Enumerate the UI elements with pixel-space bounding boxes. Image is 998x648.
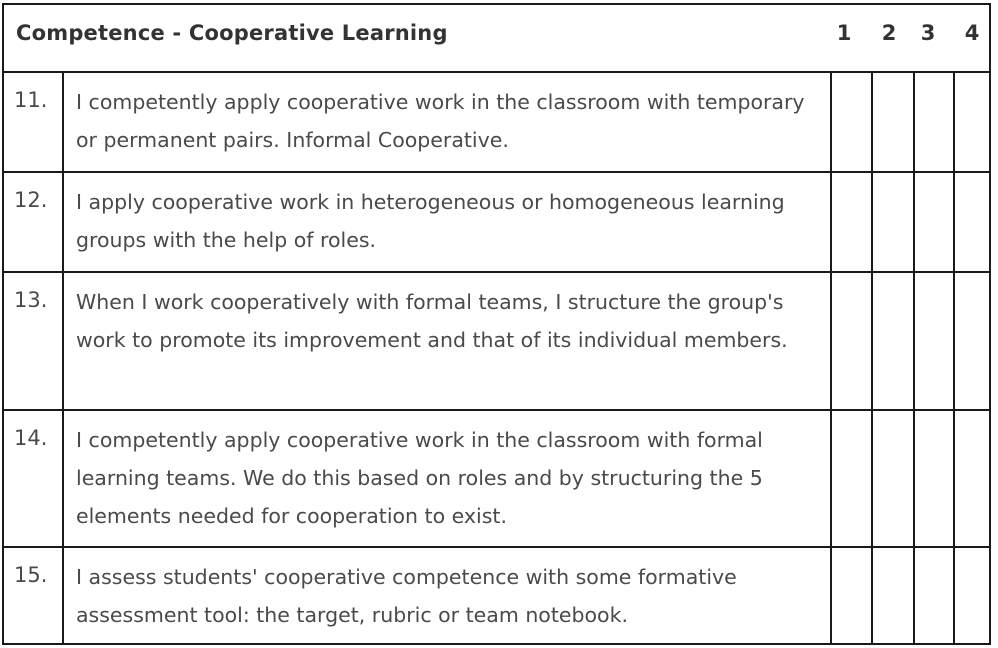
item-number: 15. — [4, 548, 64, 643]
table-row — [4, 548, 989, 643]
rating-cell-1[interactable] — [832, 173, 873, 271]
item-number: 11. — [4, 73, 64, 171]
rating-cell-1[interactable] — [832, 548, 873, 643]
rating-cell-2[interactable] — [873, 73, 915, 171]
rating-cell-4[interactable] — [955, 273, 989, 409]
rating-cell-3[interactable] — [915, 73, 955, 171]
rating-cell-1[interactable] — [832, 273, 873, 409]
table-row — [4, 411, 989, 548]
table-row — [4, 273, 989, 411]
rating-cell-4[interactable] — [955, 73, 989, 171]
table-row — [4, 173, 989, 273]
rating-cell-2[interactable] — [873, 173, 915, 271]
rating-cell-4[interactable] — [955, 411, 989, 546]
item-text: I apply cooperative work in heterogeneous or homogeneous learning groups with the help of roles. — [64, 173, 832, 271]
rating-cell-2[interactable] — [873, 548, 915, 643]
rating-cell-1[interactable] — [832, 411, 873, 546]
item-number: 12. — [4, 173, 64, 271]
rating-cell-4[interactable] — [955, 173, 989, 271]
scale-label-1: 1 — [836, 21, 852, 45]
table-row — [4, 73, 989, 173]
rating-cell-3[interactable] — [915, 548, 955, 643]
rating-cell-3[interactable] — [915, 273, 955, 409]
rating-cell-3[interactable] — [915, 173, 955, 271]
competence-table — [2, 3, 991, 645]
rating-cell-1[interactable] — [832, 73, 873, 171]
scale-label-2: 2 — [881, 21, 897, 45]
rating-cell-4[interactable] — [955, 548, 989, 643]
item-text: I assess students' cooperative competence with some formative assessment tool: the target, rubric or team notebook. — [64, 548, 832, 643]
table-title: Competence - Cooperative Learning — [16, 21, 448, 45]
rating-cell-2[interactable] — [873, 411, 915, 546]
item-text: I competently apply cooperative work in the classroom with temporary or permanent pairs. Informal Cooperative. — [64, 73, 832, 171]
item-text: I competently apply cooperative work in the classroom with formal learning teams. We do this based on roles and by structuring the 5 elements needed for cooperation to exist. — [64, 411, 832, 546]
rating-cell-3[interactable] — [915, 411, 955, 546]
item-number: 13. — [4, 273, 64, 409]
item-number: 14. — [4, 411, 64, 546]
rating-cell-2[interactable] — [873, 273, 915, 409]
scale-label-4: 4 — [964, 21, 980, 45]
item-text: When I work cooperatively with formal teams, I structure the group's work to promote its improvement and that of its individual members. — [64, 273, 832, 409]
scale-label-3: 3 — [920, 21, 936, 45]
table-header — [4, 5, 989, 73]
